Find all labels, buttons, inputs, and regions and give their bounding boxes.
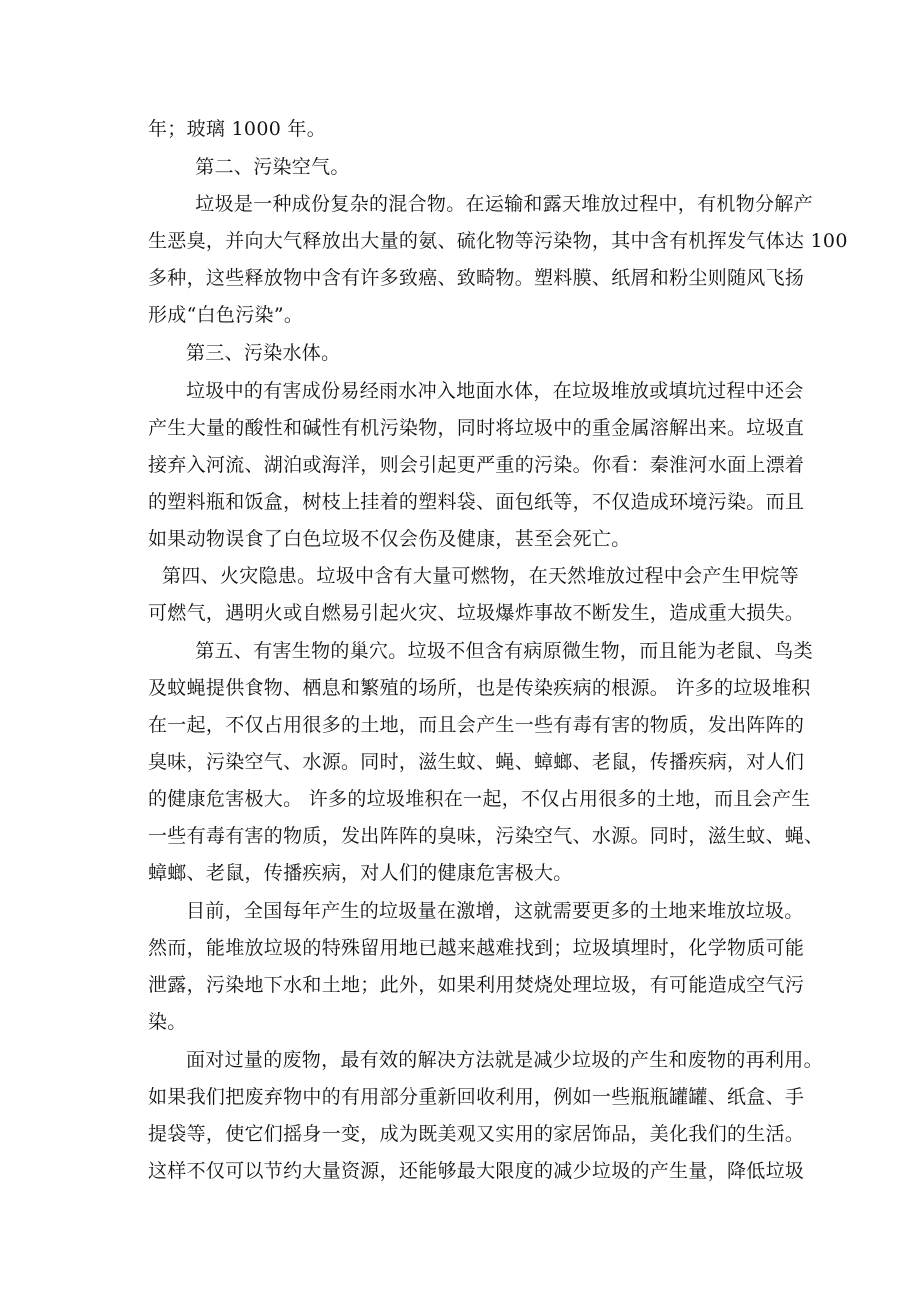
text-line: 产生大量的酸性和碱性有机污染物，同时将垃圾中的重金属溶解出来。垃圾直 <box>148 417 805 439</box>
text-line: 目前，全国每年产生的垃圾量在激增，这就需要更多的土地来堆放垃圾。 <box>186 900 804 922</box>
text-line: 一些有毒有害的物质，发出阵阵的臭味，污染空气、水源。同时，滋生蚊、蝇、 <box>148 825 824 847</box>
text-line: 接弃入河流、湖泊或海洋，则会引起更严重的污染。你看：秦淮河水面上漂着 <box>148 454 805 476</box>
text-line: 臭味，污染空气、水源。同时，滋生蚊、蝇、蟑螂、老鼠，传播疾病，对人们 <box>148 751 805 773</box>
text-line: 染。 <box>148 1011 187 1033</box>
text-line: 第五、有害生物的巢穴。垃圾不但含有病原微生物，而且能为老鼠、鸟类 <box>176 640 813 662</box>
text-line: 然而，能堆放垃圾的特殊留用地已越来越难找到；垃圾填埋时，化学物质可能 <box>148 937 805 959</box>
text-line: 提袋等，使它们摇身一变，成为既美观又实用的家居饰品，美化我们的生活。 <box>148 1123 805 1145</box>
text-line: 在一起，不仅占用很多的土地，而且会产生一些有毒有害的物质，发出阵阵的 <box>148 714 805 736</box>
section-heading: 第二、污染空气。 <box>176 156 350 178</box>
text-line: 第四、火灾隐患。垃圾中含有大量可燃物，在天然堆放过程中会产生甲烷等 <box>162 565 799 587</box>
text-line: 蟑螂、老鼠，传播疾病，对人们的健康危害极大。 <box>148 862 573 884</box>
text-line: 的健康危害极大。 许多的垃圾堆积在一起，不仅占用很多的土地，而且会产生 <box>148 788 811 810</box>
text-line: 如果动物误食了白色垃圾不仅会伤及健康，甚至会死亡。 <box>148 528 631 550</box>
text-line: 垃圾是一种成份复杂的混合物。在运输和露天堆放过程中，有机物分解产 <box>176 193 813 215</box>
text-line: 年；玻璃 1000 年。 <box>148 118 327 140</box>
text-line: 及蚊蝇提供食物、栖息和繁殖的场所，也是传染疾病的根源。 许多的垃圾堆积 <box>148 677 811 699</box>
text-line: 可燃气，遇明火或自燃易引起火灾、垃圾爆炸事故不断发生，造成重大损失。 <box>148 602 805 624</box>
text-line: 生恶臭，并向大气释放出大量的氨、硫化物等污染物，其中含有机挥发气体达 100 <box>148 230 848 252</box>
section-heading: 第三、污染水体。 <box>186 342 341 364</box>
text-line: 面对过量的废物，最有效的解决方法就是减少垃圾的产生和废物的再利用。 <box>186 1049 823 1071</box>
text-line: 垃圾中的有害成份易经雨水冲入地面水体，在垃圾堆放或填坑过程中还会 <box>186 380 804 402</box>
text-line: 泄露，污染地下水和土地；此外，如果利用焚烧处理垃圾，有可能造成空气污 <box>148 974 805 996</box>
text-line: 的塑料瓶和饭盒，树枝上挂着的塑料袋、面包纸等，不仅造成环境污染。而且 <box>148 491 805 513</box>
text-line: 形成“白色污染”。 <box>148 304 304 326</box>
text-line: 这样不仅可以节约大量资源，还能够最大限度的减少垃圾的产生量，降低垃圾 <box>148 1160 805 1182</box>
text-line: 多种，这些释放物中含有许多致癌、致畸物。塑料膜、纸屑和粉尘则随风飞扬 <box>148 267 805 289</box>
text-line: 如果我们把废弃物中的有用部分重新回收利用，例如一些瓶瓶罐罐、纸盒、手 <box>148 1086 805 1108</box>
